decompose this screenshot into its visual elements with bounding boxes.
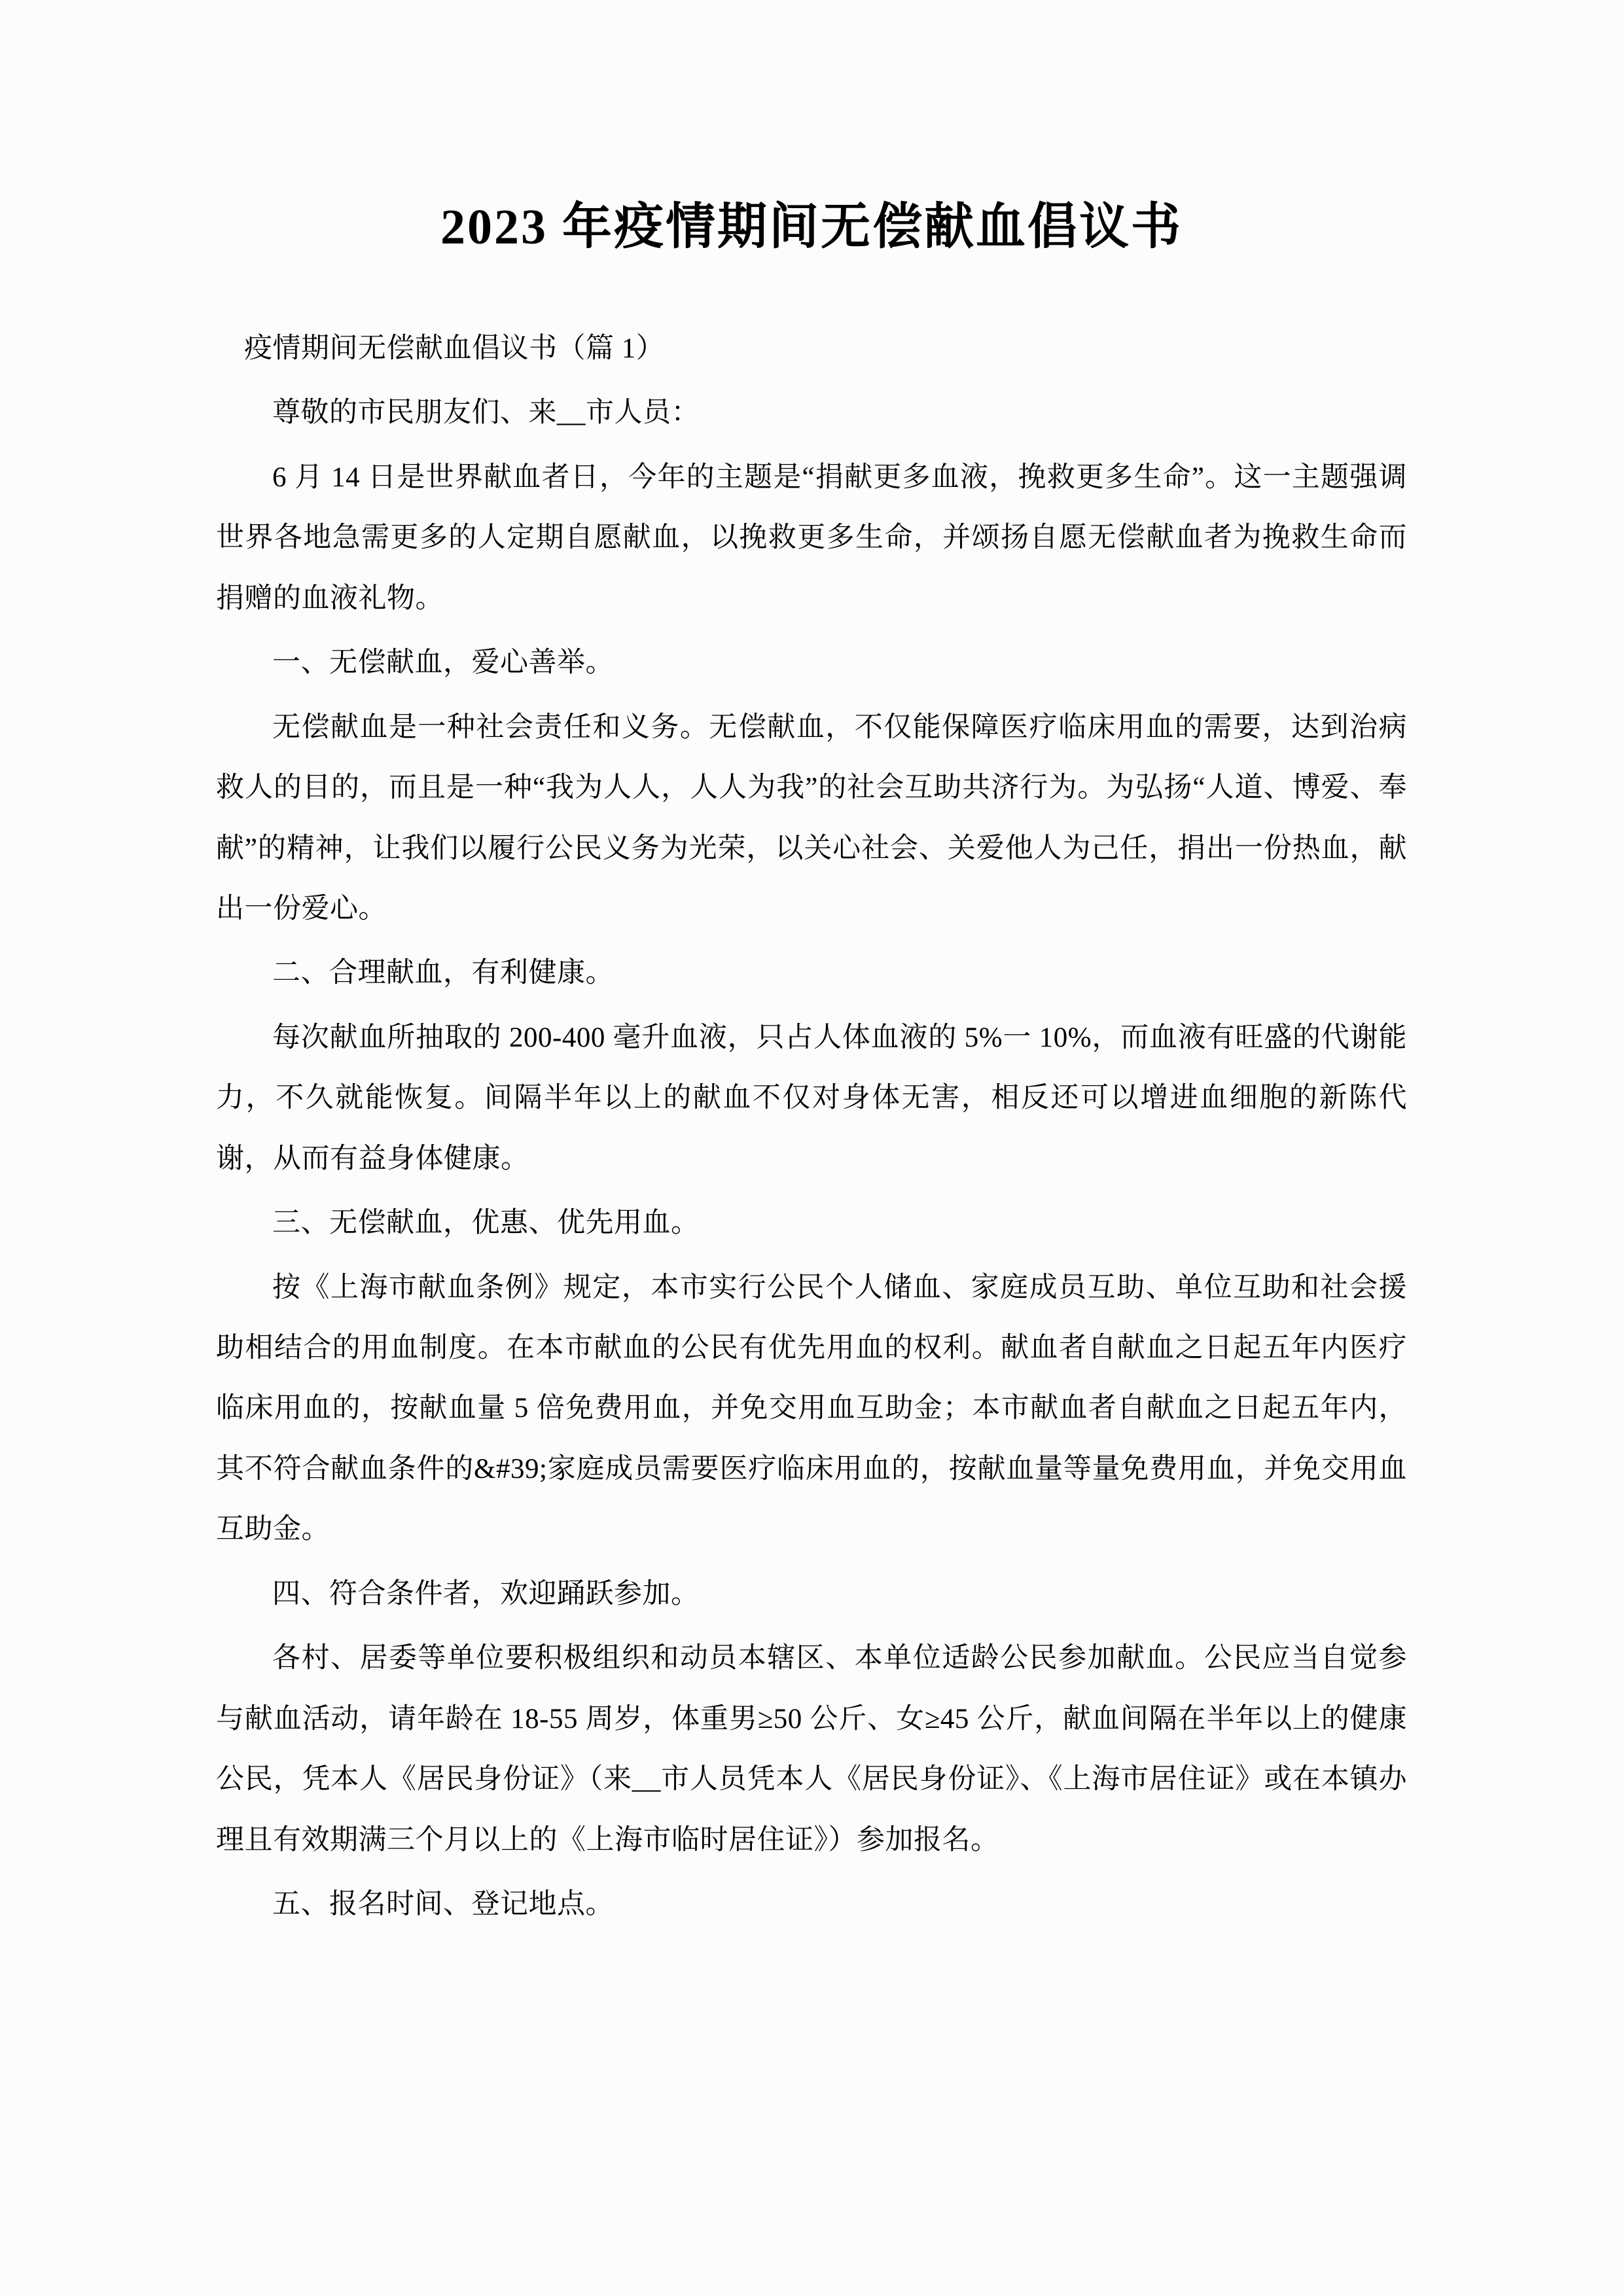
heading-section-five: 五、报名时间、登记地点。 (272, 1888, 614, 1920)
paragraph-section-three: 按《上海市献血条例》规定，本市实行公民个人储血、家庭成员互助、单位互助和社会援助相结合的用血制度。在本市献血的公民有优先用血的权利。献血者自献血之日起五年内医疗临床用血的，按献血量 5 倍免费用血，并免交用血互助金；本市献血者自献血之日起五年内，其不符合献血条件的&#39;家庭成员需要医疗临床用血的，按献血量等量免费用血，并免交用血互助金。 (216, 1272, 1407, 1545)
heading-section-one: 一、无偿献血，爱心善举。 (272, 647, 614, 679)
paragraph-intro: 6 月 14 日是世界献血者日，今年的主题是“捐献更多血液，挽救更多生命”。这一主题强调世界各地急需更多的人定期自愿献血，以挽救更多生命，并颂扬自愿无偿献血者为挽救生命而捐赠的血液礼物。 (216, 461, 1407, 614)
page-title: 2023 年疫情期间无偿献血倡议书 (440, 200, 1183, 255)
document-body (216, 319, 1407, 1935)
heading-section-two: 二、合理献血，有利健康。 (272, 958, 614, 989)
heading-section-four: 四、符合条件者，欢迎踊跃参加。 (272, 1578, 700, 1609)
heading-section-three: 三、无偿献血，优惠、优先用血。 (272, 1208, 700, 1239)
paragraph-salutation: 尊敬的市民朋友们、来__市人员： (272, 397, 700, 429)
paragraph-section-four: 各村、居委等单位要积极组织和动员本辖区、本单位适龄公民参加献血。公民应当自觉参与献血活动，请年龄在 18-55 周岁，体重男≥50 公斤、女≥45 公斤，献血间隔在半年以上的健康公民，凭本人《居民身份证》（来__市人员凭本人《居民身份证》、《上海市居住证》或在本镇办理且有效期满三个月以上的《上海市临时居住证》）参加报名。 (216, 1643, 1407, 1856)
paragraph-subtitle: 疫情期间无偿献血倡议书（篇 1） (244, 333, 665, 364)
paragraph-section-one: 无偿献血是一种社会责任和义务。无偿献血，不仅能保障医疗临床用血的需要，达到治病救人的目的，而且是一种“我为人人，人人为我”的社会互助共济行为。为弘扬“人道、博爱、奉献”的精神，让我们以履行公民义务为光荣，以关心社会、关爱他人为己任，捐出一份热血，献出一份爱心。 (216, 711, 1407, 924)
paragraph-section-two: 每次献血所抽取的 200-400 毫升血液，只占人体血液的 5%一 10%，而血液有旺盛的代谢能力，不久就能恢复。间隔半年以上的献血不仅对身体无害，相反还可以增进血细胞的新陈代谢，从而有益身体健康。 (216, 1022, 1407, 1174)
